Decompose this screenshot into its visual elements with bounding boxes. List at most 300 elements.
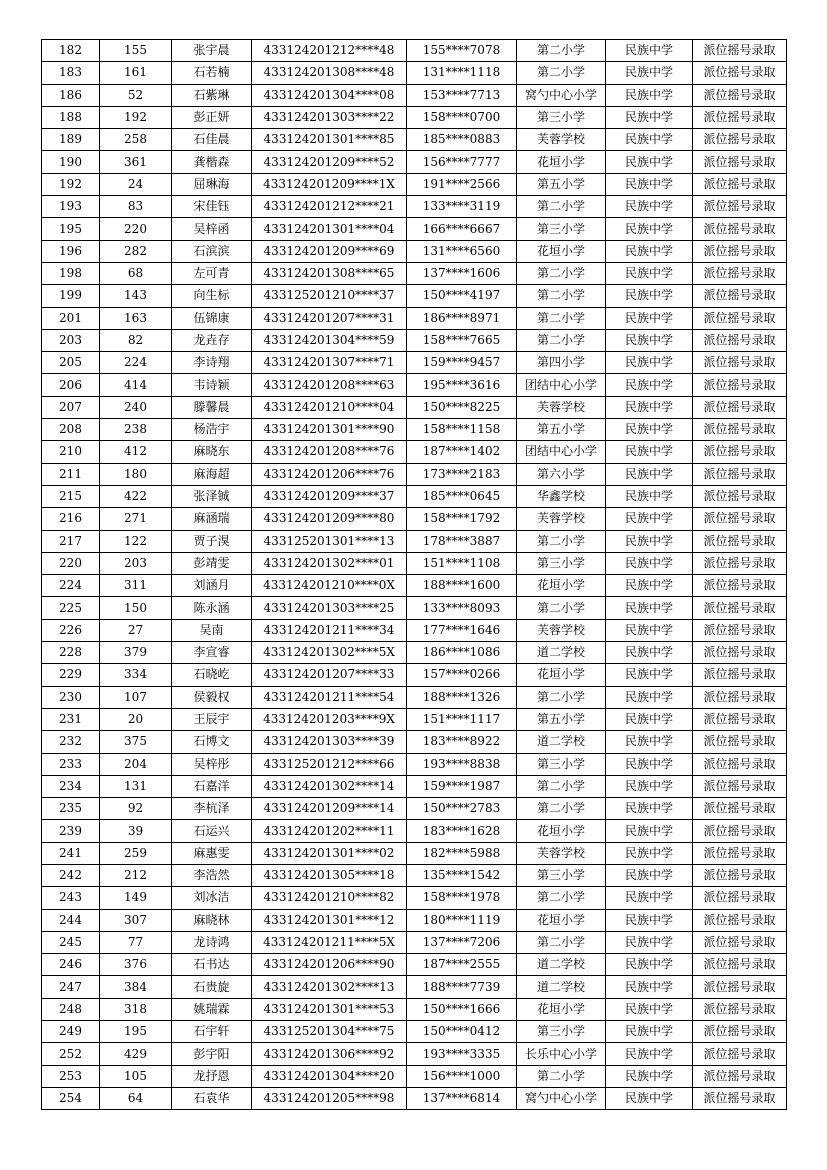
primary-school-cell: 团结中心小学	[517, 441, 606, 463]
row-number-cell: 216	[42, 508, 100, 530]
assigned-school-cell: 民族中学	[606, 708, 693, 730]
id-number-cell: 433124201307****71	[252, 352, 407, 374]
admission-method-cell: 派位摇号录取	[693, 597, 787, 619]
primary-school-cell: 第六小学	[517, 463, 606, 485]
row-number-cell: 243	[42, 887, 100, 909]
lottery-number-cell: 122	[100, 530, 172, 552]
table-row	[42, 775, 787, 797]
assigned-school-cell: 民族中学	[606, 664, 693, 686]
id-number-cell: 433124201202****11	[252, 820, 407, 842]
phone-cell: 166****6667	[407, 218, 517, 240]
lottery-number-cell: 212	[100, 864, 172, 886]
primary-school-cell: 第二小学	[517, 597, 606, 619]
admission-method-cell: 派位摇号录取	[693, 887, 787, 909]
row-number-cell: 205	[42, 352, 100, 374]
admission-method-cell: 派位摇号录取	[693, 976, 787, 998]
lottery-number-cell: 311	[100, 575, 172, 597]
id-number-cell: 433124201207****31	[252, 307, 407, 329]
phone-cell: 188****7739	[407, 976, 517, 998]
admission-method-cell: 派位摇号录取	[693, 1043, 787, 1065]
student-name-cell: 吴梓彤	[172, 753, 252, 775]
admission-method-cell: 派位摇号录取	[693, 485, 787, 507]
phone-cell: 150****0412	[407, 1021, 517, 1043]
primary-school-cell: 道二学校	[517, 731, 606, 753]
primary-school-cell: 花垣小学	[517, 820, 606, 842]
student-name-cell: 伍锦康	[172, 307, 252, 329]
primary-school-cell: 花垣小学	[517, 909, 606, 931]
lottery-number-cell: 107	[100, 686, 172, 708]
lottery-number-cell: 77	[100, 931, 172, 953]
lottery-number-cell: 192	[100, 106, 172, 128]
assigned-school-cell: 民族中学	[606, 218, 693, 240]
table-row	[42, 84, 787, 106]
student-name-cell: 李宣睿	[172, 642, 252, 664]
admission-method-cell: 派位摇号录取	[693, 530, 787, 552]
lottery-number-cell: 131	[100, 775, 172, 797]
id-number-cell: 433124201208****63	[252, 374, 407, 396]
phone-cell: 133****3119	[407, 196, 517, 218]
student-name-cell: 李杭泽	[172, 798, 252, 820]
primary-school-cell: 第二小学	[517, 285, 606, 307]
primary-school-cell: 芙蓉学校	[517, 129, 606, 151]
lottery-number-cell: 82	[100, 329, 172, 351]
admission-method-cell: 派位摇号录取	[693, 40, 787, 62]
table-row	[42, 864, 787, 886]
lottery-number-cell: 163	[100, 307, 172, 329]
row-number-cell: 182	[42, 40, 100, 62]
admission-method-cell: 派位摇号录取	[693, 998, 787, 1020]
assigned-school-cell: 民族中学	[606, 575, 693, 597]
row-number-cell: 235	[42, 798, 100, 820]
table-row	[42, 1043, 787, 1065]
id-number-cell: 433124201210****82	[252, 887, 407, 909]
phone-cell: 151****1108	[407, 552, 517, 574]
admission-method-cell: 派位摇号录取	[693, 173, 787, 195]
id-number-cell: 433124201303****25	[252, 597, 407, 619]
assigned-school-cell: 民族中学	[606, 1065, 693, 1087]
admission-method-cell: 派位摇号录取	[693, 196, 787, 218]
admission-method-cell: 派位摇号录取	[693, 664, 787, 686]
row-number-cell: 206	[42, 374, 100, 396]
row-number-cell: 183	[42, 62, 100, 84]
assigned-school-cell: 民族中学	[606, 731, 693, 753]
lottery-number-cell: 220	[100, 218, 172, 240]
student-name-cell: 刘涵月	[172, 575, 252, 597]
row-number-cell: 230	[42, 686, 100, 708]
primary-school-cell: 第二小学	[517, 798, 606, 820]
primary-school-cell: 道二学校	[517, 642, 606, 664]
student-name-cell: 刘冰洁	[172, 887, 252, 909]
lottery-number-cell: 412	[100, 441, 172, 463]
student-name-cell: 麻晓东	[172, 441, 252, 463]
phone-cell: 177****1646	[407, 619, 517, 641]
assigned-school-cell: 民族中学	[606, 173, 693, 195]
row-number-cell: 201	[42, 307, 100, 329]
student-name-cell: 石滨滨	[172, 240, 252, 262]
student-name-cell: 石袁华	[172, 1087, 252, 1109]
lottery-number-cell: 204	[100, 753, 172, 775]
id-number-cell: 433124201209****80	[252, 508, 407, 530]
table-row	[42, 173, 787, 195]
admission-method-cell: 派位摇号录取	[693, 262, 787, 284]
assigned-school-cell: 民族中学	[606, 352, 693, 374]
table-row	[42, 731, 787, 753]
admission-method-cell: 派位摇号录取	[693, 909, 787, 931]
student-name-cell: 麻海超	[172, 463, 252, 485]
table-row	[42, 798, 787, 820]
id-number-cell: 433124201206****90	[252, 954, 407, 976]
table-row	[42, 419, 787, 441]
id-number-cell: 433124201211****54	[252, 686, 407, 708]
primary-school-cell: 花垣小学	[517, 240, 606, 262]
student-name-cell: 吴梓函	[172, 218, 252, 240]
primary-school-cell: 第二小学	[517, 686, 606, 708]
primary-school-cell: 道二学校	[517, 954, 606, 976]
lottery-number-cell: 224	[100, 352, 172, 374]
student-name-cell: 王辰宇	[172, 708, 252, 730]
id-number-cell: 433124201203****9X	[252, 708, 407, 730]
primary-school-cell: 第二小学	[517, 775, 606, 797]
primary-school-cell: 第五小学	[517, 419, 606, 441]
phone-cell: 150****1666	[407, 998, 517, 1020]
lottery-number-cell: 24	[100, 173, 172, 195]
row-number-cell: 254	[42, 1087, 100, 1109]
assigned-school-cell: 民族中学	[606, 1021, 693, 1043]
table-body	[42, 40, 787, 1110]
lottery-number-cell: 155	[100, 40, 172, 62]
phone-cell: 182****5988	[407, 842, 517, 864]
primary-school-cell: 第二小学	[517, 887, 606, 909]
lottery-number-cell: 20	[100, 708, 172, 730]
primary-school-cell: 团结中心小学	[517, 374, 606, 396]
phone-cell: 173****2183	[407, 463, 517, 485]
id-number-cell: 433124201209****37	[252, 485, 407, 507]
phone-cell: 155****7078	[407, 40, 517, 62]
assigned-school-cell: 民族中学	[606, 820, 693, 842]
phone-cell: 193****8838	[407, 753, 517, 775]
table-row	[42, 329, 787, 351]
student-name-cell: 张宇晨	[172, 40, 252, 62]
assigned-school-cell: 民族中学	[606, 597, 693, 619]
row-number-cell: 211	[42, 463, 100, 485]
student-name-cell: 龙诗鸿	[172, 931, 252, 953]
table-row	[42, 1065, 787, 1087]
admission-method-cell: 派位摇号录取	[693, 864, 787, 886]
admission-method-cell: 派位摇号录取	[693, 151, 787, 173]
phone-cell: 150****2783	[407, 798, 517, 820]
row-number-cell: 199	[42, 285, 100, 307]
phone-cell: 156****1000	[407, 1065, 517, 1087]
primary-school-cell: 第二小学	[517, 62, 606, 84]
admission-method-cell: 派位摇号录取	[693, 218, 787, 240]
id-number-cell: 433124201301****90	[252, 419, 407, 441]
primary-school-cell: 第三小学	[517, 753, 606, 775]
student-name-cell: 麻涵瑞	[172, 508, 252, 530]
assigned-school-cell: 民族中学	[606, 62, 693, 84]
student-name-cell: 石晓屹	[172, 664, 252, 686]
id-number-cell: 433124201305****18	[252, 864, 407, 886]
admission-method-cell: 派位摇号录取	[693, 686, 787, 708]
row-number-cell: 232	[42, 731, 100, 753]
table-row	[42, 664, 787, 686]
table-row	[42, 463, 787, 485]
id-number-cell: 433124201302****14	[252, 775, 407, 797]
assigned-school-cell: 民族中学	[606, 374, 693, 396]
assigned-school-cell: 民族中学	[606, 552, 693, 574]
student-name-cell: 左可青	[172, 262, 252, 284]
phone-cell: 188****1326	[407, 686, 517, 708]
table-row	[42, 106, 787, 128]
id-number-cell: 433124201301****85	[252, 129, 407, 151]
table-row	[42, 887, 787, 909]
id-number-cell: 433124201303****39	[252, 731, 407, 753]
id-number-cell: 433124201209****69	[252, 240, 407, 262]
primary-school-cell: 花垣小学	[517, 151, 606, 173]
id-number-cell: 433124201208****76	[252, 441, 407, 463]
row-number-cell: 195	[42, 218, 100, 240]
student-name-cell: 李浩然	[172, 864, 252, 886]
lottery-number-cell: 379	[100, 642, 172, 664]
table-row	[42, 909, 787, 931]
id-number-cell: 433124201211****34	[252, 619, 407, 641]
phone-cell: 187****2555	[407, 954, 517, 976]
row-number-cell: 188	[42, 106, 100, 128]
row-number-cell: 239	[42, 820, 100, 842]
primary-school-cell: 第二小学	[517, 307, 606, 329]
lottery-number-cell: 27	[100, 619, 172, 641]
id-number-cell: 433124201301****53	[252, 998, 407, 1020]
phone-cell: 187****1402	[407, 441, 517, 463]
lottery-number-cell: 83	[100, 196, 172, 218]
id-number-cell: 433124201210****0X	[252, 575, 407, 597]
id-number-cell: 433124201306****92	[252, 1043, 407, 1065]
admission-method-cell: 派位摇号录取	[693, 552, 787, 574]
phone-cell: 153****7713	[407, 84, 517, 106]
lottery-number-cell: 39	[100, 820, 172, 842]
row-number-cell: 210	[42, 441, 100, 463]
primary-school-cell: 芙蓉学校	[517, 396, 606, 418]
row-number-cell: 203	[42, 329, 100, 351]
assigned-school-cell: 民族中学	[606, 619, 693, 641]
table-row	[42, 441, 787, 463]
row-number-cell: 196	[42, 240, 100, 262]
primary-school-cell: 第二小学	[517, 1065, 606, 1087]
row-number-cell: 192	[42, 173, 100, 195]
student-name-cell: 吴南	[172, 619, 252, 641]
row-number-cell: 217	[42, 530, 100, 552]
row-number-cell: 193	[42, 196, 100, 218]
table-row	[42, 262, 787, 284]
student-name-cell: 石运兴	[172, 820, 252, 842]
phone-cell: 185****0883	[407, 129, 517, 151]
assigned-school-cell: 民族中学	[606, 530, 693, 552]
phone-cell: 188****1600	[407, 575, 517, 597]
admission-method-cell: 派位摇号录取	[693, 798, 787, 820]
student-name-cell: 杨浩宇	[172, 419, 252, 441]
admission-method-cell: 派位摇号录取	[693, 708, 787, 730]
phone-cell: 158****1158	[407, 419, 517, 441]
id-number-cell: 433125201301****13	[252, 530, 407, 552]
admission-method-cell: 派位摇号录取	[693, 240, 787, 262]
table-row	[42, 998, 787, 1020]
assigned-school-cell: 民族中学	[606, 463, 693, 485]
id-number-cell: 433124201304****08	[252, 84, 407, 106]
lottery-number-cell: 282	[100, 240, 172, 262]
student-name-cell: 石博文	[172, 731, 252, 753]
phone-cell: 137****7206	[407, 931, 517, 953]
primary-school-cell: 花垣小学	[517, 575, 606, 597]
id-number-cell: 433125201304****75	[252, 1021, 407, 1043]
phone-cell: 185****0645	[407, 485, 517, 507]
id-number-cell: 433124201301****04	[252, 218, 407, 240]
table-row	[42, 129, 787, 151]
table-row	[42, 285, 787, 307]
assigned-school-cell: 民族中学	[606, 887, 693, 909]
lottery-number-cell: 150	[100, 597, 172, 619]
lottery-number-cell: 376	[100, 954, 172, 976]
lottery-number-cell: 361	[100, 151, 172, 173]
student-name-cell: 麻晓林	[172, 909, 252, 931]
phone-cell: 150****8225	[407, 396, 517, 418]
admission-method-cell: 派位摇号录取	[693, 396, 787, 418]
row-number-cell: 220	[42, 552, 100, 574]
lottery-number-cell: 259	[100, 842, 172, 864]
lottery-number-cell: 149	[100, 887, 172, 909]
student-name-cell: 石贵旋	[172, 976, 252, 998]
phone-cell: 151****1117	[407, 708, 517, 730]
assigned-school-cell: 民族中学	[606, 262, 693, 284]
lottery-number-cell: 161	[100, 62, 172, 84]
primary-school-cell: 第三小学	[517, 1021, 606, 1043]
lottery-number-cell: 384	[100, 976, 172, 998]
student-name-cell: 彭靖雯	[172, 552, 252, 574]
admission-method-cell: 派位摇号录取	[693, 419, 787, 441]
lottery-number-cell: 375	[100, 731, 172, 753]
lottery-number-cell: 334	[100, 664, 172, 686]
primary-school-cell: 道二学校	[517, 976, 606, 998]
assigned-school-cell: 民族中学	[606, 129, 693, 151]
student-name-cell: 麻惠雯	[172, 842, 252, 864]
admission-method-cell: 派位摇号录取	[693, 775, 787, 797]
table-row	[42, 396, 787, 418]
assigned-school-cell: 民族中学	[606, 954, 693, 976]
id-number-cell: 433124201205****98	[252, 1087, 407, 1109]
student-name-cell: 向生标	[172, 285, 252, 307]
admission-method-cell: 派位摇号录取	[693, 575, 787, 597]
row-number-cell: 207	[42, 396, 100, 418]
primary-school-cell: 花垣小学	[517, 664, 606, 686]
table-row	[42, 931, 787, 953]
row-number-cell: 198	[42, 262, 100, 284]
primary-school-cell: 第二小学	[517, 40, 606, 62]
row-number-cell: 242	[42, 864, 100, 886]
row-number-cell: 249	[42, 1021, 100, 1043]
admission-method-cell: 派位摇号录取	[693, 374, 787, 396]
student-name-cell: 石嘉洋	[172, 775, 252, 797]
student-name-cell: 韦诗颖	[172, 374, 252, 396]
lottery-number-cell: 195	[100, 1021, 172, 1043]
id-number-cell: 433124201304****59	[252, 329, 407, 351]
row-number-cell: 229	[42, 664, 100, 686]
assigned-school-cell: 民族中学	[606, 931, 693, 953]
lottery-number-cell: 271	[100, 508, 172, 530]
admission-method-cell: 派位摇号录取	[693, 642, 787, 664]
row-number-cell: 186	[42, 84, 100, 106]
admission-method-cell: 派位摇号录取	[693, 1021, 787, 1043]
table-row	[42, 1021, 787, 1043]
student-name-cell: 石宇轩	[172, 1021, 252, 1043]
admission-method-cell: 派位摇号录取	[693, 954, 787, 976]
assigned-school-cell: 民族中学	[606, 642, 693, 664]
table-row	[42, 597, 787, 619]
primary-school-cell: 第二小学	[517, 262, 606, 284]
id-number-cell: 433124201212****48	[252, 40, 407, 62]
admission-table	[41, 39, 787, 1110]
table-row	[42, 530, 787, 552]
table-row	[42, 820, 787, 842]
table-row	[42, 218, 787, 240]
phone-cell: 159****1987	[407, 775, 517, 797]
table-row	[42, 485, 787, 507]
assigned-school-cell: 民族中学	[606, 285, 693, 307]
phone-cell: 183****8922	[407, 731, 517, 753]
phone-cell: 195****3616	[407, 374, 517, 396]
phone-cell: 137****6814	[407, 1087, 517, 1109]
assigned-school-cell: 民族中学	[606, 998, 693, 1020]
phone-cell: 157****0266	[407, 664, 517, 686]
phone-cell: 158****7665	[407, 329, 517, 351]
assigned-school-cell: 民族中学	[606, 508, 693, 530]
table-row	[42, 708, 787, 730]
phone-cell: 131****1118	[407, 62, 517, 84]
id-number-cell: 433124201209****52	[252, 151, 407, 173]
assigned-school-cell: 民族中学	[606, 84, 693, 106]
admission-method-cell: 派位摇号录取	[693, 931, 787, 953]
id-number-cell: 433124201209****14	[252, 798, 407, 820]
row-number-cell: 231	[42, 708, 100, 730]
phone-cell: 178****3887	[407, 530, 517, 552]
lottery-number-cell: 429	[100, 1043, 172, 1065]
lottery-number-cell: 143	[100, 285, 172, 307]
table-row	[42, 842, 787, 864]
table-row	[42, 196, 787, 218]
row-number-cell: 190	[42, 151, 100, 173]
student-name-cell: 姚瑞霖	[172, 998, 252, 1020]
table-row	[42, 240, 787, 262]
phone-cell: 158****0700	[407, 106, 517, 128]
assigned-school-cell: 民族中学	[606, 485, 693, 507]
lottery-number-cell: 92	[100, 798, 172, 820]
assigned-school-cell: 民族中学	[606, 976, 693, 998]
row-number-cell: 248	[42, 998, 100, 1020]
primary-school-cell: 长乐中心小学	[517, 1043, 606, 1065]
admission-method-cell: 派位摇号录取	[693, 619, 787, 641]
lottery-number-cell: 414	[100, 374, 172, 396]
row-number-cell: 247	[42, 976, 100, 998]
phone-cell: 186****8971	[407, 307, 517, 329]
table-row	[42, 352, 787, 374]
student-name-cell: 龚楷森	[172, 151, 252, 173]
admission-method-cell: 派位摇号录取	[693, 329, 787, 351]
phone-cell: 133****8093	[407, 597, 517, 619]
primary-school-cell: 第五小学	[517, 173, 606, 195]
primary-school-cell: 窝勺中心小学	[517, 84, 606, 106]
row-number-cell: 246	[42, 954, 100, 976]
admission-method-cell: 派位摇号录取	[693, 441, 787, 463]
student-name-cell: 宋佳钰	[172, 196, 252, 218]
student-name-cell: 张泽铖	[172, 485, 252, 507]
assigned-school-cell: 民族中学	[606, 419, 693, 441]
